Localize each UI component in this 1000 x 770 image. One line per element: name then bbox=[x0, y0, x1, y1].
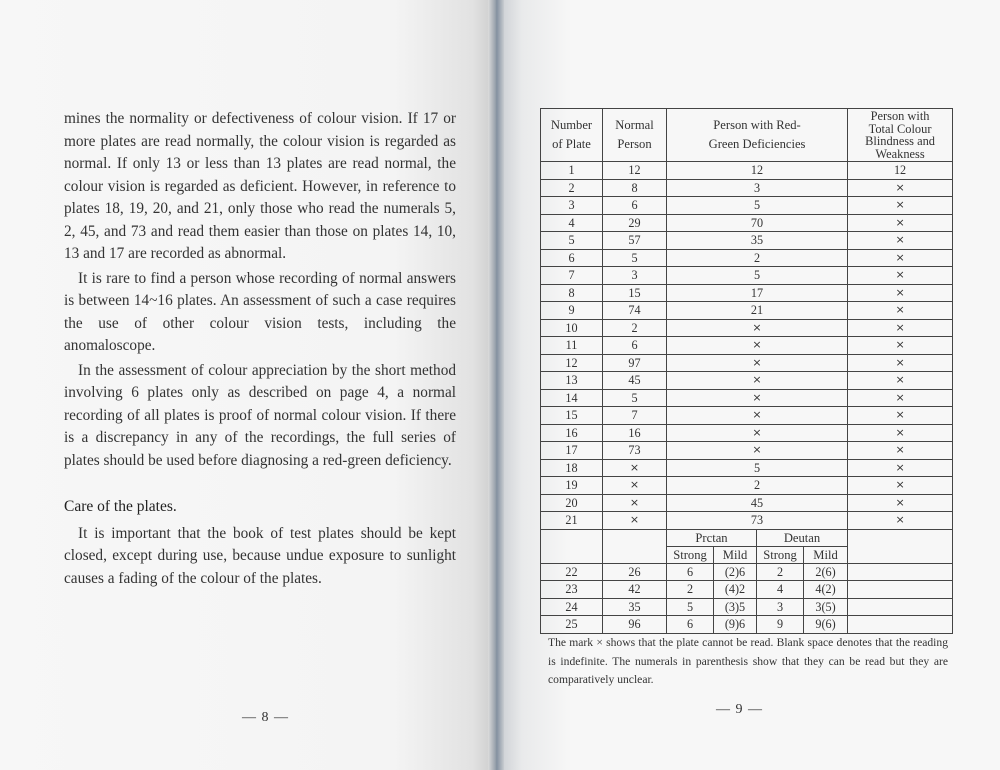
cell-plate-number: 18 bbox=[541, 459, 603, 477]
table-row bbox=[541, 512, 953, 530]
table-row bbox=[541, 442, 953, 460]
cell-normal-person: 97 bbox=[603, 354, 667, 372]
header-normal-person: Normal Person bbox=[603, 109, 667, 162]
cell-plate-number: 6 bbox=[541, 249, 603, 267]
cell-normal-person: 29 bbox=[603, 214, 667, 232]
cell-plate-number: 12 bbox=[541, 354, 603, 372]
sub-header-blank-total bbox=[848, 529, 953, 563]
cell-normal-person: 7 bbox=[603, 407, 667, 425]
sub-header-protan: Prctan bbox=[667, 529, 757, 546]
paragraph-care: It is important that the book of test plates should be kept closed, except during use, because undue exposure to sunlight causes a fading of the colour of the plates. bbox=[64, 524, 456, 587]
cell-total-blindness: × bbox=[848, 494, 953, 512]
cell-normal-person: 26 bbox=[603, 563, 667, 581]
cell-red-green: 5 bbox=[667, 459, 848, 477]
book-gutter bbox=[488, 0, 504, 770]
cell-plate-number: 19 bbox=[541, 477, 603, 495]
header-red-green: Person with Red- Green Deficiencies bbox=[667, 109, 848, 162]
cell-total-blindness: 12 bbox=[848, 162, 953, 180]
table-row bbox=[541, 302, 953, 320]
cell-plate-number: 20 bbox=[541, 494, 603, 512]
sub-header-deutan: Deutan bbox=[757, 529, 848, 546]
plates-table bbox=[540, 108, 953, 634]
cell-normal-person: 96 bbox=[603, 616, 667, 634]
left-page-text bbox=[64, 108, 456, 590]
cell-normal-person: 35 bbox=[603, 598, 667, 616]
cell-plate-number: 16 bbox=[541, 424, 603, 442]
table-body-protan-deutan-values bbox=[541, 563, 953, 633]
cell-normal-person: 73 bbox=[603, 442, 667, 460]
cell-plate-number: 3 bbox=[541, 197, 603, 215]
cell-red-green: 17 bbox=[667, 284, 848, 302]
cell-plate-number: 1 bbox=[541, 162, 603, 180]
cell-red-green: 35 bbox=[667, 232, 848, 250]
cell-red-green: 12 bbox=[667, 162, 848, 180]
sub-header-deutan-mild: Mild bbox=[804, 546, 848, 563]
page-number-left: — 8 — bbox=[242, 710, 289, 725]
cell-protan-strong: 2 bbox=[667, 581, 714, 599]
cell-normal-person: 12 bbox=[603, 162, 667, 180]
cell-protan-mild: (9)6 bbox=[714, 616, 757, 634]
cell-total-blindness: × bbox=[848, 214, 953, 232]
sub-header-protan-strong: Strong bbox=[667, 546, 714, 563]
cell-plate-number: 10 bbox=[541, 319, 603, 337]
cell-normal-person: 5 bbox=[603, 389, 667, 407]
cell-plate-number: 25 bbox=[541, 616, 603, 634]
cell-deutan-mild: 4(2) bbox=[804, 581, 848, 599]
table-row bbox=[541, 598, 953, 616]
cell-total-blindness: × bbox=[848, 179, 953, 197]
cell-protan-strong: 6 bbox=[667, 563, 714, 581]
table-row bbox=[541, 267, 953, 285]
cell-protan-strong: 5 bbox=[667, 598, 714, 616]
cell-plate-number: 7 bbox=[541, 267, 603, 285]
cell-total-blindness: × bbox=[848, 302, 953, 320]
cell-plate-number: 9 bbox=[541, 302, 603, 320]
cell-deutan-strong: 3 bbox=[757, 598, 804, 616]
cell-red-green: 5 bbox=[667, 197, 848, 215]
paragraph-short-method: In the assessment of colour appreciation by the short method involving 6 plates only as described on page 4, a normal recording of all plates is proof of normal colour vision. If there is a discrepancy in any of the recordings, the full series of plates should be used before diagnosing a red-green deficiency. bbox=[64, 361, 456, 469]
cell-plate-number: 23 bbox=[541, 581, 603, 599]
cell-red-green: × bbox=[667, 337, 848, 355]
cell-red-green: 3 bbox=[667, 179, 848, 197]
cell-total-blank bbox=[848, 616, 953, 634]
cell-deutan-mild: 2(6) bbox=[804, 563, 848, 581]
sub-header-row-1 bbox=[541, 529, 953, 546]
cell-total-blindness: × bbox=[848, 512, 953, 530]
cell-normal-person: 42 bbox=[603, 581, 667, 599]
cell-protan-strong: 6 bbox=[667, 616, 714, 634]
cell-total-blindness: × bbox=[848, 354, 953, 372]
cell-deutan-strong: 2 bbox=[757, 563, 804, 581]
table-row bbox=[541, 354, 953, 372]
table-row bbox=[541, 563, 953, 581]
cell-total-blindness: × bbox=[848, 319, 953, 337]
care-heading: Care of the plates. bbox=[64, 498, 177, 515]
table-row bbox=[541, 319, 953, 337]
cell-red-green: × bbox=[667, 354, 848, 372]
table-body-protan-deutan bbox=[541, 529, 953, 563]
cell-total-blindness: × bbox=[848, 477, 953, 495]
sub-header-blank-plate bbox=[541, 529, 603, 563]
cell-normal-person: 45 bbox=[603, 372, 667, 390]
cell-total-blank bbox=[848, 581, 953, 599]
sub-header-protan-mild: Mild bbox=[714, 546, 757, 563]
cell-protan-mild: (3)5 bbox=[714, 598, 757, 616]
cell-plate-number: 13 bbox=[541, 372, 603, 390]
table-row bbox=[541, 616, 953, 634]
sub-header-deutan-strong: Strong bbox=[757, 546, 804, 563]
cell-plate-number: 8 bbox=[541, 284, 603, 302]
cell-plate-number: 4 bbox=[541, 214, 603, 232]
cell-total-blindness: × bbox=[848, 389, 953, 407]
cell-protan-mild: (2)6 bbox=[714, 563, 757, 581]
cell-normal-person: 5 bbox=[603, 249, 667, 267]
cell-red-green: 2 bbox=[667, 477, 848, 495]
cell-red-green: 73 bbox=[667, 512, 848, 530]
table-caption: The mark × shows that the plate cannot be read. Blank space denotes that the reading is indefinite. The numerals in parenthesis show that they can be read but they are comparatively unclear. bbox=[548, 636, 948, 686]
page-number-right: — 9 — bbox=[716, 702, 763, 717]
cell-red-green: × bbox=[667, 407, 848, 425]
header-total-blindness: Person with Total Colour Blindness and Weakness bbox=[848, 109, 953, 162]
cell-total-blindness: × bbox=[848, 407, 953, 425]
cell-normal-person: 6 bbox=[603, 337, 667, 355]
table-row bbox=[541, 424, 953, 442]
cell-total-blindness: × bbox=[848, 459, 953, 477]
header-number-of-plate: Number of Plate bbox=[541, 109, 603, 162]
cell-total-blindness: × bbox=[848, 267, 953, 285]
cell-normal-person: × bbox=[603, 459, 667, 477]
cell-total-blank bbox=[848, 598, 953, 616]
table-row bbox=[541, 197, 953, 215]
table-row bbox=[541, 459, 953, 477]
table-row bbox=[541, 249, 953, 267]
cell-plate-number: 22 bbox=[541, 563, 603, 581]
table-row bbox=[541, 581, 953, 599]
table-row bbox=[541, 232, 953, 250]
cell-red-green: 21 bbox=[667, 302, 848, 320]
table-row bbox=[541, 284, 953, 302]
cell-red-green: 45 bbox=[667, 494, 848, 512]
table-row bbox=[541, 407, 953, 425]
cell-plate-number: 15 bbox=[541, 407, 603, 425]
cell-red-green: × bbox=[667, 372, 848, 390]
table-row bbox=[541, 477, 953, 495]
cell-red-green: × bbox=[667, 389, 848, 407]
table-header-row bbox=[541, 109, 953, 162]
cell-deutan-mild: 9(6) bbox=[804, 616, 848, 634]
cell-deutan-strong: 4 bbox=[757, 581, 804, 599]
table-row bbox=[541, 494, 953, 512]
cell-normal-person: 6 bbox=[603, 197, 667, 215]
cell-plate-number: 11 bbox=[541, 337, 603, 355]
cell-normal-person: 2 bbox=[603, 319, 667, 337]
table-body-main bbox=[541, 162, 953, 530]
cell-normal-person: 15 bbox=[603, 284, 667, 302]
cell-normal-person: × bbox=[603, 494, 667, 512]
cell-plate-number: 5 bbox=[541, 232, 603, 250]
cell-normal-person: × bbox=[603, 477, 667, 495]
paragraph-normality: mines the normality or defectiveness of colour vision. If 17 or more plates are read normally, the colour vision is regarded as normal. If only 13 or less than 13 plates are read normal, the colour vision is regarded as deficient. However, in reference to plates 18, 19, 20, and 21, only those who read the numerals 5, 2, 45, and 73 and read them easier than those on plates 14, 10, 13 and 17 are recorded as abnormal. bbox=[64, 110, 456, 262]
table-row bbox=[541, 179, 953, 197]
cell-red-green: × bbox=[667, 442, 848, 460]
cell-plate-number: 17 bbox=[541, 442, 603, 460]
cell-protan-mild: (4)2 bbox=[714, 581, 757, 599]
cell-total-blindness: × bbox=[848, 232, 953, 250]
cell-total-blank bbox=[848, 563, 953, 581]
cell-plate-number: 2 bbox=[541, 179, 603, 197]
cell-total-blindness: × bbox=[848, 337, 953, 355]
cell-plate-number: 24 bbox=[541, 598, 603, 616]
cell-plate-number: 21 bbox=[541, 512, 603, 530]
cell-normal-person: × bbox=[603, 512, 667, 530]
paragraph-rare: It is rare to find a person whose recording of normal answers is between 14~16 plates. An assessment of such a case requires the use of other colour vision tests, including the anomaloscope. bbox=[64, 269, 456, 354]
table-row bbox=[541, 389, 953, 407]
cell-total-blindness: × bbox=[848, 442, 953, 460]
cell-red-green: 70 bbox=[667, 214, 848, 232]
cell-normal-person: 16 bbox=[603, 424, 667, 442]
cell-red-green: × bbox=[667, 424, 848, 442]
cell-red-green: 2 bbox=[667, 249, 848, 267]
cell-total-blindness: × bbox=[848, 197, 953, 215]
cell-normal-person: 57 bbox=[603, 232, 667, 250]
sub-header-blank-normal bbox=[603, 529, 667, 563]
cell-normal-person: 3 bbox=[603, 267, 667, 285]
table-row bbox=[541, 372, 953, 390]
table-row bbox=[541, 214, 953, 232]
cell-normal-person: 8 bbox=[603, 179, 667, 197]
cell-normal-person: 74 bbox=[603, 302, 667, 320]
cell-deutan-strong: 9 bbox=[757, 616, 804, 634]
cell-red-green: × bbox=[667, 319, 848, 337]
cell-red-green: 5 bbox=[667, 267, 848, 285]
cell-deutan-mild: 3(5) bbox=[804, 598, 848, 616]
table-row bbox=[541, 162, 953, 180]
table-row bbox=[541, 337, 953, 355]
cell-total-blindness: × bbox=[848, 284, 953, 302]
cell-total-blindness: × bbox=[848, 424, 953, 442]
cell-total-blindness: × bbox=[848, 372, 953, 390]
cell-total-blindness: × bbox=[848, 249, 953, 267]
cell-plate-number: 14 bbox=[541, 389, 603, 407]
